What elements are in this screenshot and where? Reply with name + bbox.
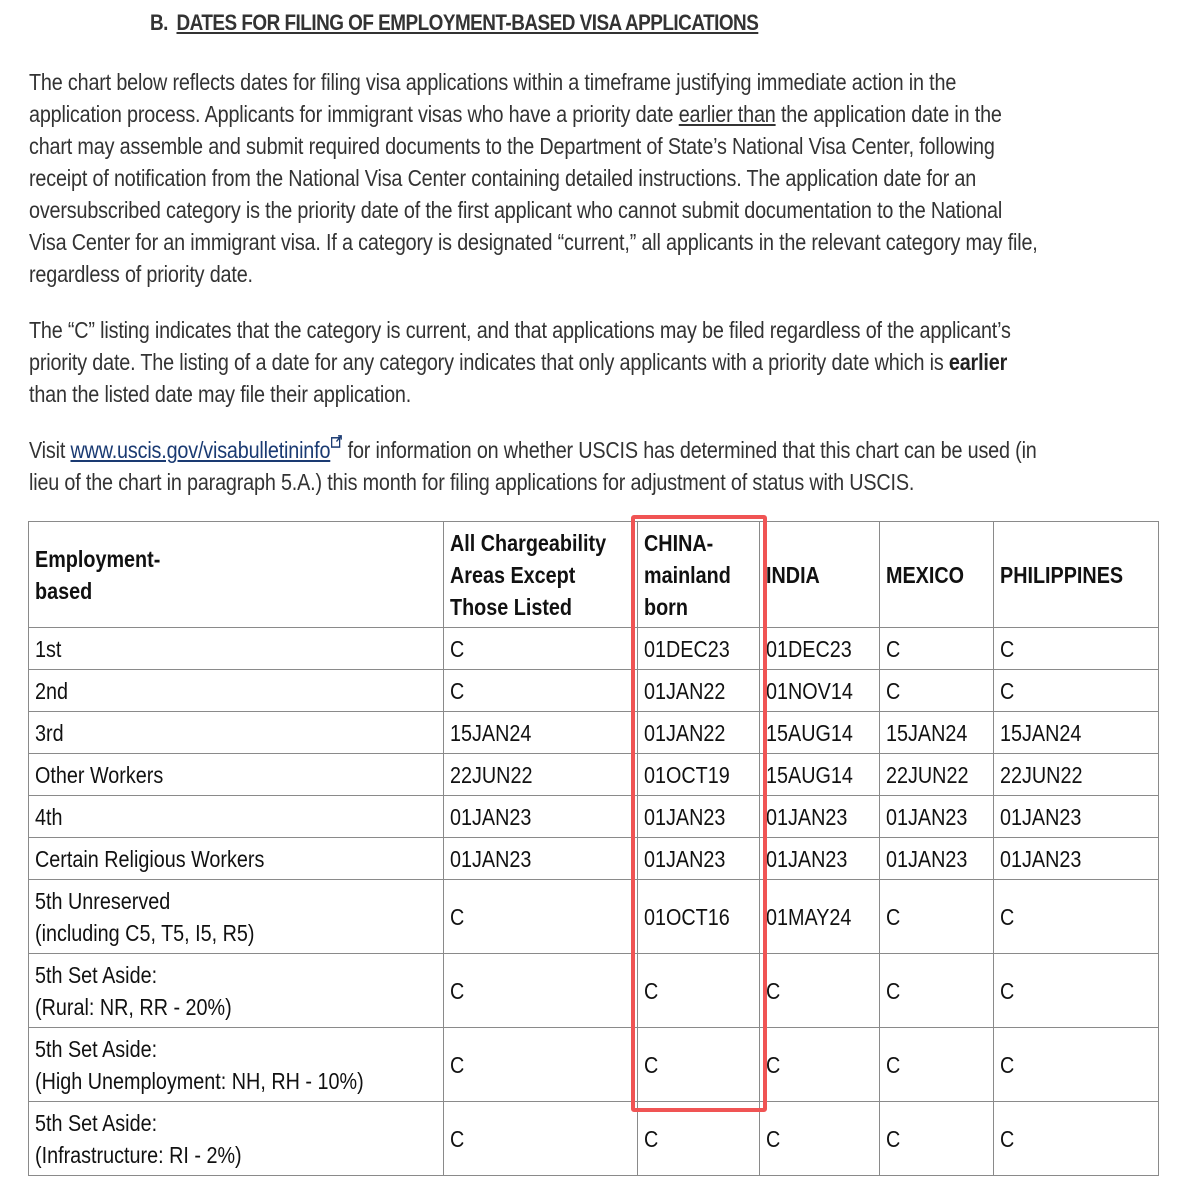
date-value: 01JAN23 [644,845,726,872]
cell-china-mainland [638,880,760,954]
header-mexico [879,522,994,628]
cell-all-chargeability [443,1102,637,1176]
paragraph-line: The chart below reflects dates for filing visa applications within a timeframe justifying immediate action in the [29,69,957,95]
cell-india [760,712,880,754]
header-text: All Chargeability [449,529,607,556]
cell-category [29,954,444,1028]
c-listing-paragraph [29,314,1164,410]
date-value: C [885,1125,901,1152]
cell-india [760,880,880,954]
cell-china-mainland [638,1102,760,1176]
category-text: (Infrastructure: RI - 2%) [35,1141,242,1168]
category-text: 2nd [35,677,69,704]
cell-philippines [994,712,1159,754]
date-value: 01JAN22 [644,719,726,746]
cell-category [29,838,444,880]
cell-category [29,880,444,954]
paragraph-line: Visa Center for an immigrant visa. If a category is designated “current,” all applicants in the relevant category may file, [29,229,1038,255]
category-text: (High Unemployment: NH, RH - 10%) [35,1067,364,1094]
category-text: 5th Set Aside: [35,1035,158,1062]
cell-category [29,1028,444,1102]
table-row [29,954,1159,1028]
bold-earlier: earlier [948,349,1008,375]
paragraph-line [29,346,1164,378]
cell-all-chargeability [443,838,637,880]
date-value: C [1000,635,1015,662]
dates-for-filing-table [28,521,1159,1176]
date-value: C [644,1051,659,1078]
category-text: 5th Set Aside: [35,1109,158,1136]
category-text: 5th Unreserved [35,887,171,914]
cell-all-chargeability [443,670,637,712]
section-heading [150,10,758,36]
header-text: INDIA [766,561,820,588]
cell-mexico [879,954,994,1028]
cell-india [760,628,880,670]
cell-all-chargeability [443,712,637,754]
category-text: (including C5, T5, I5, R5) [35,919,255,946]
category-text: 1st [35,635,62,662]
cell-india [760,670,880,712]
paragraph-text: for information on whether USCIS has determined that this chart can be used (in [342,437,1037,463]
date-value: 01DEC23 [644,635,731,662]
cell-philippines [994,670,1159,712]
category-text: 5th Set Aside: [35,961,158,988]
date-value: 01DEC23 [766,635,852,662]
header-text: PHILIPPINES [1000,561,1124,588]
date-value: 22JUN22 [1000,761,1083,788]
cell-all-chargeability [443,880,637,954]
cell-china-mainland [638,838,760,880]
cell-category [29,670,444,712]
date-value: C [644,1125,659,1152]
category-text: Other Workers [35,761,164,788]
date-value: 15AUG14 [766,719,853,746]
cell-mexico [879,1102,994,1176]
header-philippines [994,522,1159,628]
header-text: Those Listed [449,593,572,620]
cell-all-chargeability [443,1028,637,1102]
date-value: C [449,677,465,704]
date-value: C [885,1051,901,1078]
paragraph-line: lieu of the chart in paragraph 5.A.) this month for filing applications for adjustment of status with USCIS. [29,469,915,495]
table-row [29,1102,1159,1176]
date-value: C [449,1125,465,1152]
date-value: 01OCT16 [644,903,731,930]
cell-category [29,712,444,754]
date-value: 15JAN24 [1000,719,1082,746]
cell-china-mainland [638,712,760,754]
date-value: 01JAN23 [449,845,532,872]
date-value: C [1000,677,1015,704]
date-value: C [449,1051,465,1078]
category-text: 3rd [35,719,64,746]
paragraph-line: regardless of priority date. [29,261,253,287]
category-text: Certain Religious Workers [35,845,265,872]
date-value: C [1000,977,1015,1004]
cell-china-mainland [638,754,760,796]
cell-china-mainland [638,670,760,712]
date-value: C [1000,1051,1015,1078]
cell-all-chargeability [443,954,637,1028]
cell-india [760,796,880,838]
cell-mexico [879,628,994,670]
category-text: (Rural: NR, RR - 20%) [35,993,232,1020]
cell-mexico [879,670,994,712]
date-value: C [449,903,465,930]
cell-philippines [994,954,1159,1028]
cell-category [29,1102,444,1176]
date-value: C [1000,1125,1015,1152]
date-value: C [1000,903,1015,930]
header-india [760,522,880,628]
date-value: 22JUN22 [885,761,969,788]
paragraph-line [29,98,1164,130]
cell-mexico [879,712,994,754]
header-employment-based [29,522,444,628]
cell-all-chargeability [443,628,637,670]
header-china-mainland [638,522,760,628]
date-value: 01JAN23 [644,803,726,830]
date-value: 01JAN23 [885,845,968,872]
date-value: C [885,903,901,930]
external-link-icon[interactable] [331,435,342,448]
date-value: 01JAN23 [766,845,848,872]
date-value: 01JAN23 [1000,845,1082,872]
paragraph-text: the application date in the [775,101,1002,127]
date-value: C [766,1051,781,1078]
paragraph-line: receipt of notification from the National Visa Center containing detailed instructions. The application date for an [29,165,977,191]
date-value: 15AUG14 [766,761,853,788]
paragraph-line: chart may assemble and submit required documents to the Department of State’s National Visa Center, following [29,133,995,159]
date-value: C [644,977,659,1004]
uscis-visabulletin-link[interactable]: www.uscis.gov/visabulletininfo [70,437,331,463]
date-value: 01JAN22 [644,677,726,704]
cell-china-mainland [638,1028,760,1102]
cell-all-chargeability [443,754,637,796]
paragraph-text: application process. Applicants for immigrant visas who have a priority date [29,101,679,127]
header-all-chargeability [443,522,637,628]
table-row [29,796,1159,838]
table-row [29,838,1159,880]
table-header-row [29,522,1159,628]
header-text: based [35,577,93,604]
cell-philippines [994,628,1159,670]
cell-mexico [879,796,994,838]
header-text: MEXICO [885,561,964,588]
date-value: 01JAN23 [449,803,532,830]
paragraph-line: oversubscribed category is the priority date of the first applicant who cannot submit documentation to the National [29,197,1003,223]
cell-category [29,754,444,796]
cell-mexico [879,838,994,880]
cell-philippines [994,838,1159,880]
cell-china-mainland [638,796,760,838]
cell-all-chargeability [443,796,637,838]
paragraph-text: Visit [29,437,71,463]
header-text: Areas Except [449,561,576,588]
header-text: Employment- [35,545,161,572]
cell-philippines [994,796,1159,838]
table-row [29,1028,1159,1102]
section-title: DATES FOR FILING OF EMPLOYMENT-BASED VISA APPLICATIONS [176,10,759,35]
category-text: 4th [35,803,63,830]
cell-mexico [879,754,994,796]
table-row [29,670,1159,712]
cell-india [760,954,880,1028]
header-text: CHINA- [644,529,714,556]
table-row [29,880,1159,954]
date-value: C [449,977,465,1004]
section-letter: B. [150,10,168,35]
date-value: 01JAN23 [766,803,848,830]
date-value: 01JAN23 [1000,803,1082,830]
paragraph-line: The “C” listing indicates that the category is current, and that applications may be filed regardless of the applicant’s [29,317,1011,343]
cell-category [29,628,444,670]
date-value: 01JAN23 [885,803,968,830]
date-value: 01NOV14 [766,677,853,704]
cell-mexico [879,880,994,954]
intro-paragraph [29,66,1164,290]
cell-philippines [994,1028,1159,1102]
date-value: C [885,677,901,704]
cell-india [760,1102,880,1176]
paragraph-line: than the listed date may file their application. [29,381,412,407]
date-value: 01OCT19 [644,761,731,788]
cell-india [760,754,880,796]
cell-mexico [879,1028,994,1102]
date-value: 22JUN22 [449,761,533,788]
date-value: 01MAY24 [766,903,852,930]
table-row [29,712,1159,754]
date-value: C [766,977,781,1004]
date-value: 15JAN24 [449,719,532,746]
uscis-paragraph [29,434,1164,498]
date-value: C [449,635,465,662]
cell-philippines [994,754,1159,796]
date-value: C [885,977,901,1004]
table-row [29,754,1159,796]
cell-philippines [994,880,1159,954]
date-value: C [885,635,901,662]
cell-philippines [994,1102,1159,1176]
cell-india [760,1028,880,1102]
paragraph-line [29,434,1164,466]
cell-china-mainland [638,954,760,1028]
date-value: C [766,1125,781,1152]
cell-india [760,838,880,880]
table-row [29,628,1159,670]
header-text: mainland [644,561,732,588]
date-value: 15JAN24 [885,719,968,746]
header-text: born [644,593,689,620]
cell-category [29,796,444,838]
underlined-earlier-than: earlier than [678,101,776,127]
paragraph-text: priority date. The listing of a date for any category indicates that only applicants with a priority date which is [29,349,949,375]
cell-china-mainland [638,628,760,670]
